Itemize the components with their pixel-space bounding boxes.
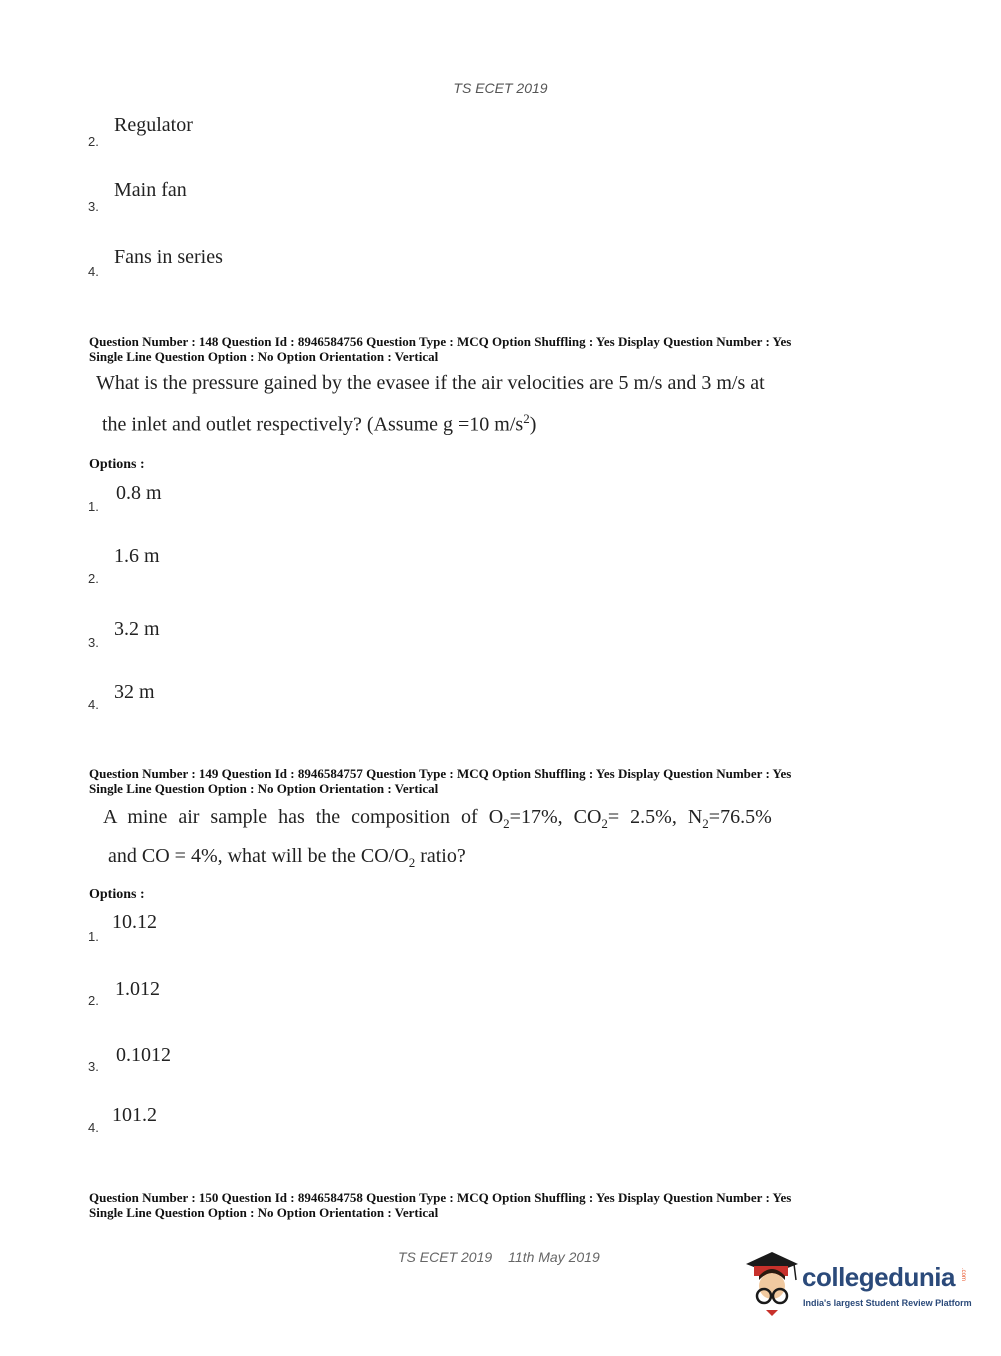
text-segment: ) [529, 413, 537, 436]
option-number: 1. [88, 929, 99, 944]
subscript: 2 [408, 855, 416, 870]
option-number: 2. [88, 571, 99, 586]
option-number: 3. [88, 635, 99, 650]
options-label: Options : [89, 457, 145, 472]
option-number: 2. [88, 134, 99, 149]
question-150-meta [89, 1190, 791, 1220]
superscript: 2 [523, 411, 530, 426]
page-footer [398, 1249, 600, 1265]
option-number: 4. [88, 1120, 99, 1135]
subscript: 2 [601, 816, 608, 831]
text-segment: A mine air sample has the composition of O [103, 806, 504, 828]
footer-date: 11th May 2019 [508, 1249, 600, 1265]
logo-tagline: India's largest Student Review Platform [803, 1298, 972, 1308]
option-text: 101.2 [112, 1104, 157, 1126]
option-text: 0.1012 [116, 1044, 171, 1066]
logo-name: collegedunia [802, 1262, 955, 1292]
option-text: 0.8 m [116, 482, 162, 504]
option-text: 10.12 [112, 911, 157, 933]
page-header: TS ECET 2019 [453, 80, 548, 96]
option-text: 1.012 [115, 978, 160, 1000]
option-number: 3. [88, 1059, 99, 1074]
footer-exam: TS ECET 2019 [398, 1249, 493, 1265]
option-number: 1. [88, 499, 99, 514]
question-148-text-line-2 [102, 411, 536, 437]
question-148-text-line-1: What is the pressure gained by the evasee if the air velocities are 5 m/s and 3 m/s at [96, 372, 765, 394]
option-text: 1.6 m [114, 545, 160, 567]
meta-line-2: Single Line Question Option : No Option Orientation : Vertical [89, 1205, 439, 1220]
option-number: 4. [88, 697, 99, 712]
option-number: 4. [88, 264, 99, 279]
option-text: Regulator [114, 114, 193, 136]
option-number: 3. [88, 199, 99, 214]
question-148-meta [89, 334, 791, 364]
option-text: Main fan [114, 179, 187, 201]
text-segment: the inlet and outlet respectively? (Assume g =10 m/s [102, 413, 524, 436]
logo-suffix: .com [960, 1268, 966, 1282]
text-segment: =76.5% [708, 806, 772, 828]
meta-line-1: Question Number : 148 Question Id : 8946584756 Question Type : MCQ Option Shuffling : Yes Display Question Number : Yes [89, 334, 792, 349]
option-text: 3.2 m [114, 618, 160, 640]
text-segment: and CO = 4%, what will be the CO/O [108, 845, 409, 867]
question-149-text-line-2 [108, 845, 466, 871]
option-text: Fans in series [114, 246, 223, 268]
mascot-icon [742, 1250, 802, 1320]
subscript: 2 [503, 816, 510, 831]
question-149-meta [89, 766, 791, 796]
meta-line-2: Single Line Question Option : No Option Orientation : Vertical [89, 349, 439, 364]
meta-line-1: Question Number : 149 Question Id : 8946584757 Question Type : MCQ Option Shuffling : Yes Display Question Number : Yes [89, 766, 792, 781]
text-segment: =17%, CO [509, 806, 602, 828]
option-text: 32 m [114, 681, 155, 703]
meta-line-2: Single Line Question Option : No Option Orientation : Vertical [89, 781, 439, 796]
text-segment: = 2.5%, N [607, 806, 703, 828]
collegedunia-logo [742, 1250, 972, 1320]
meta-line-1: Question Number : 150 Question Id : 8946584758 Question Type : MCQ Option Shuffling : Yes Display Question Number : Yes [89, 1190, 792, 1205]
option-number: 2. [88, 993, 99, 1008]
question-149-text-line-1 [103, 806, 772, 832]
text-segment: ratio? [415, 845, 466, 867]
subscript: 2 [702, 816, 709, 831]
options-label: Options : [89, 887, 145, 902]
